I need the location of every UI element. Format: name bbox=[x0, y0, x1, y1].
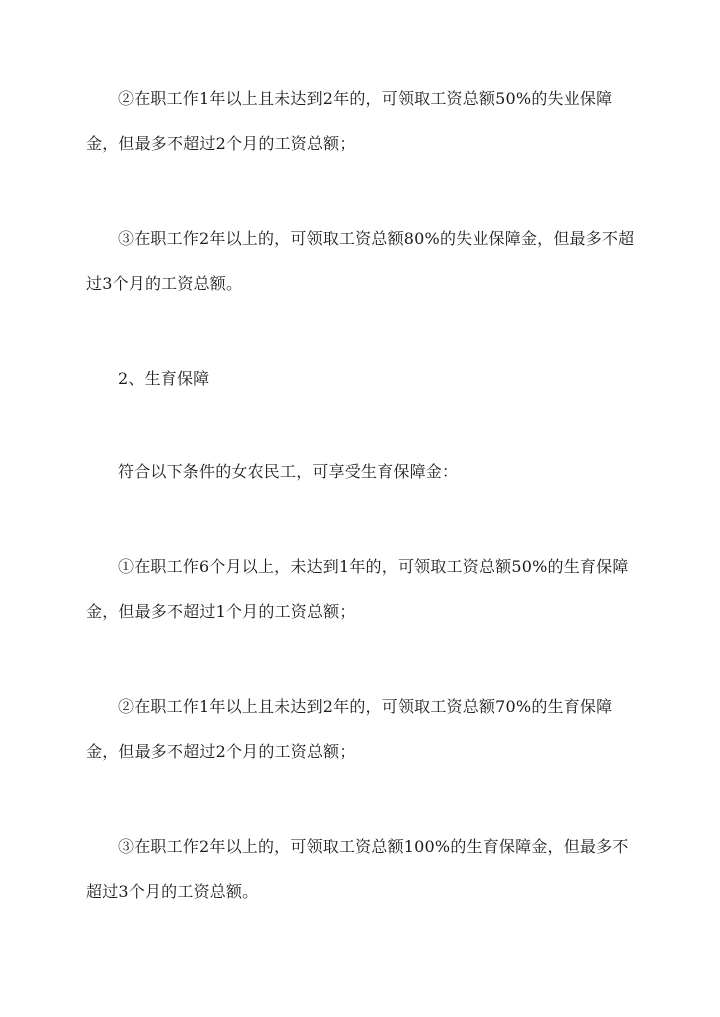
paragraph-maternity-intro: 符合以下条件的女农民工，可享受生育保障金： bbox=[118, 462, 459, 481]
paragraph-maternity-tier-2: ②在职工作1年以上且未达到2年的，可领取工资总额70%的生育保障金，但最多不超过2个月的工资总额； bbox=[86, 697, 613, 761]
paragraph-unemployment-tier-2: ②在职工作1年以上且未达到2年的，可领取工资总额50%的失业保障金，但最多不超过2个月的工资总额； bbox=[86, 89, 613, 153]
paragraph-maternity-tier-3: ③在职工作2年以上的，可领取工资总额100%的生育保障金，但最多不超过3个月的工资总额。 bbox=[86, 837, 629, 901]
paragraph-unemployment-tier-3: ③在职工作2年以上的，可领取工资总额80%的失业保障金，但最多不超过3个月的工资总额。 bbox=[86, 229, 635, 293]
paragraph-maternity-tier-1: ①在职工作6个月以上，未达到1年的，可领取工资总额50%的生育保障金，但最多不超过1个月的工资总额； bbox=[86, 557, 629, 621]
section-heading-maternity: 2、生育保障 bbox=[118, 369, 210, 388]
